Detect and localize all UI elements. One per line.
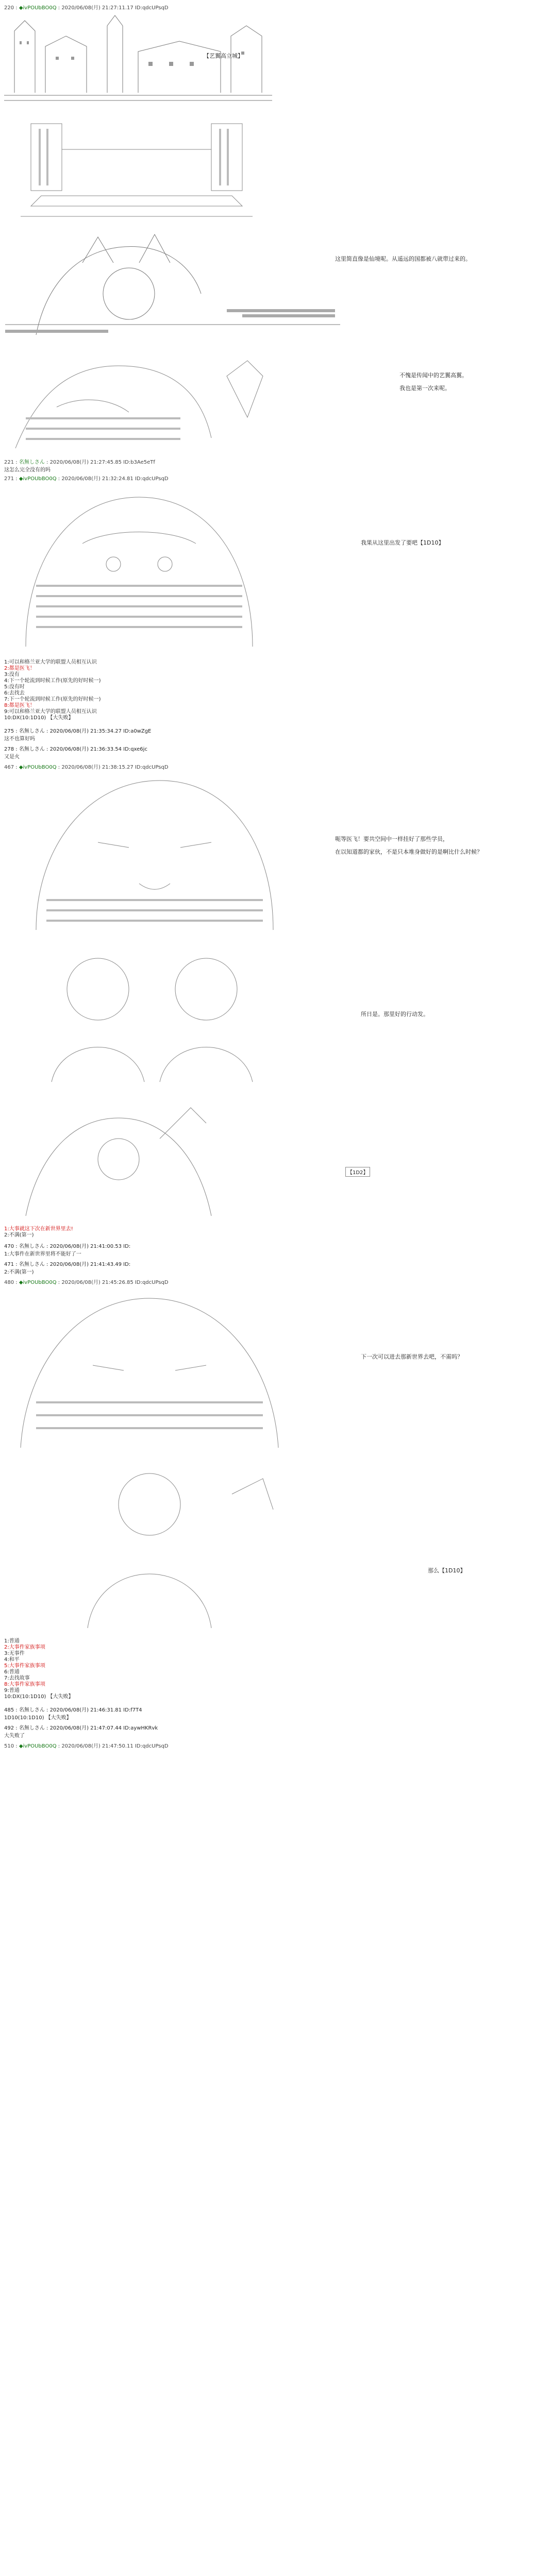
post-header-467: 467 : ◆ivPOUbBO0Q : 2020/06/08(月) 21:38:15.27 ID:qdcUPsqD bbox=[4, 765, 169, 770]
aa-two-characters bbox=[21, 943, 289, 1087]
reply-text: 又是火 bbox=[4, 754, 20, 760]
choice-list-1 bbox=[4, 659, 101, 721]
choice-item: 2:都是医飞！ bbox=[4, 666, 35, 671]
poster-name: 名無しさん bbox=[19, 460, 45, 465]
post-number: 467 bbox=[4, 765, 14, 770]
choice-item: 5:没有时 bbox=[4, 684, 25, 690]
aa-character-talk bbox=[5, 770, 304, 935]
caption-block3: 所日是。那里好的行动发。 bbox=[361, 1011, 429, 1018]
choice-item: 6:去找去 bbox=[4, 690, 25, 696]
character-standing-art bbox=[5, 1463, 294, 1633]
choice-list-2 bbox=[4, 1226, 73, 1239]
choice-item: 1:大事就这下次在新世界里去! bbox=[4, 1226, 73, 1232]
reply-header: 485 : 名無しさん : 2020/06/08(月) 21:46:31.81 ID:f7T4 bbox=[4, 1707, 142, 1713]
roll-box: 【1D2】 bbox=[345, 1167, 370, 1177]
reply-header: 470 : 名無しさん : 2020/06/08(月) 21:41:00.53 ID: bbox=[4, 1244, 131, 1249]
choice-item: 4:和平 bbox=[4, 1657, 20, 1663]
reply-470 bbox=[4, 1242, 130, 1257]
reply-header: 275 : 名無しさん : 2020/06/08(月) 21:35:34.27 ID:a0wZgE bbox=[4, 728, 152, 734]
choice-item: 10:DX(10:1D10) 【大失败】 bbox=[4, 1694, 74, 1700]
choice-item: 5:大事件家族事项 bbox=[4, 1663, 45, 1669]
post-meta: 2020/06/08(月) 21:41:43.49 ID: bbox=[49, 1262, 131, 1267]
caption-block5: 那么【1D10】 bbox=[428, 1567, 466, 1574]
choice-item: 7:去找故事 bbox=[4, 1675, 30, 1681]
character-waving-art bbox=[5, 1097, 227, 1221]
caption-block4: 下一次可以进去那新世界去吧，不需吗？ bbox=[361, 1353, 463, 1360]
character-closeup-art bbox=[5, 1288, 294, 1453]
post-number: 510 bbox=[4, 1743, 14, 1749]
post-meta: 2020/06/08(月) 21:47:07.44 ID:aywHKRvk bbox=[49, 1725, 158, 1731]
caption-1d10: 我果从这里出发了要吧【1D10】 bbox=[361, 539, 444, 546]
post-number: 271 bbox=[4, 476, 14, 482]
poster-name: ◆ivPOUbBO0Q bbox=[19, 765, 57, 770]
post-number: 275 bbox=[4, 728, 14, 734]
reply-text: 1D10(10:1D10) 【大失败】 bbox=[4, 1715, 72, 1721]
reply-header: 221 : 名無しさん : 2020/06/08(月) 21:27:45.85 ID:b3Ae5eTf bbox=[4, 460, 155, 465]
post-number: 480 bbox=[4, 1280, 14, 1285]
hand-gesture-art bbox=[5, 355, 294, 453]
choice-list-3 bbox=[4, 1638, 74, 1700]
choice-item: 4:下一个轮流到时候工作(原先的好时候一) bbox=[4, 678, 101, 684]
poster-name: 名無しさん bbox=[19, 1707, 45, 1713]
aa-hand-gesture bbox=[5, 355, 294, 453]
choice-item: 8:都是医飞！ bbox=[4, 703, 35, 708]
post-header-271: 271 : ◆ivPOUbBO0Q : 2020/06/08(月) 21:32:24.81 ID:qdcUPsqD bbox=[4, 476, 169, 482]
post-number: 485 bbox=[4, 1707, 14, 1713]
post-header: 220 : ◆ivPOUbBO0Q : 2020/06/08(月) 21:27:11.17 ID:qdcUPsqD bbox=[4, 5, 169, 11]
post-header-480: 480 : ◆ivPOUbBO0Q : 2020/06/08(月) 21:45:26.85 ID:qdcUPsqD bbox=[4, 1280, 169, 1285]
choice-item: 2:大事件家族事项 bbox=[4, 1645, 45, 1650]
caption-block2-line2: 在以知道都的家伙，不是只本堆身做好的是啊比什么时候？ bbox=[335, 849, 482, 855]
choice-item: 9:普通 bbox=[4, 1688, 20, 1693]
aa-building-gate bbox=[10, 118, 263, 222]
aa-character-closeup bbox=[5, 1288, 294, 1453]
reply-text: 大失败了 bbox=[4, 1733, 25, 1739]
poster-name: ◆ivPOUbBO0Q bbox=[19, 1743, 57, 1749]
choice-item: 6:普通 bbox=[4, 1669, 20, 1675]
choice-item: 8:大事件家族事项 bbox=[4, 1682, 45, 1687]
character-portrait-art bbox=[5, 482, 294, 652]
choice-item: 3:没有 bbox=[4, 672, 20, 677]
post-meta: 2020/06/08(月) 21:47:50.11 ID:qdcUPsqD bbox=[61, 1743, 169, 1749]
poster-name: 名無しさん bbox=[19, 1244, 45, 1249]
reply-471 bbox=[4, 1260, 130, 1275]
choice-item: 1:可以和格兰亚大学的联盟人员相互认识 bbox=[4, 659, 97, 665]
caption-location: 【艺翼高立城】 bbox=[204, 53, 243, 59]
poster-name: 名無しさん bbox=[19, 1725, 45, 1731]
aa-character-standing bbox=[5, 1463, 294, 1633]
post-meta: 2020/06/08(月) 21:27:45.85 ID:b3Ae5eTf bbox=[49, 460, 155, 465]
reply-header: 492 : 名無しさん : 2020/06/08(月) 21:47:07.44 ID:aywHKRvk bbox=[4, 1725, 158, 1731]
reply-485 bbox=[4, 1705, 142, 1721]
aa-character-waving bbox=[5, 1097, 227, 1221]
poster-name: 名無しさん bbox=[19, 747, 45, 752]
reply-221 bbox=[4, 457, 155, 473]
choice-item: 3:无事件 bbox=[4, 1651, 25, 1656]
reply-275 bbox=[4, 726, 151, 742]
two-characters-art bbox=[21, 943, 289, 1087]
girl-headdress-art bbox=[5, 232, 340, 340]
building-gate-art bbox=[10, 118, 263, 222]
post-number: 492 bbox=[4, 1725, 14, 1731]
aa-girl-headdress bbox=[5, 232, 340, 340]
choice-item: 7:下一个轮流到时候工作(原先的好时候一) bbox=[4, 697, 101, 702]
post-meta: 2020/06/08(月) 21:38:15.27 ID:qdcUPsqD bbox=[61, 765, 169, 770]
choice-item: 9:可以和格兰亚大学的联盟人员相互认识 bbox=[4, 709, 97, 715]
post-number: 470 bbox=[4, 1244, 14, 1249]
post-number: 471 bbox=[4, 1262, 14, 1267]
choice-item: 2:不满(第一) bbox=[4, 1232, 34, 1238]
post-meta: 2020/06/08(月) 21:36:33.54 ID:qxe6jc bbox=[49, 747, 147, 752]
caption-famous: 不愧是传闻中的艺翼高翼。 bbox=[399, 372, 467, 379]
poster-name: 名無しさん bbox=[19, 728, 45, 734]
post-header-510: 510 : ◆ivPOUbBO0Q : 2020/06/08(月) 21:47:50.11 ID:qdcUPsqD bbox=[4, 1743, 169, 1749]
post-meta: 2020/06/08(月) 21:46:31.81 ID:f7T4 bbox=[49, 1707, 142, 1713]
poster-name: ◆ivPOUbBO0Q bbox=[19, 5, 57, 11]
post-meta: 2020/06/08(月) 21:35:34.27 ID:a0wZgE bbox=[49, 728, 152, 734]
character-talk-art bbox=[5, 770, 304, 935]
caption-first-time: 我也是第一次来呢。 bbox=[399, 385, 450, 392]
reply-text: 这不也算好吗 bbox=[4, 736, 35, 742]
post-meta: 2020/06/08(月) 21:32:24.81 ID:qdcUPsqD bbox=[61, 476, 169, 482]
poster-name: ◆ivPOUbBO0Q bbox=[19, 476, 57, 482]
post-number: 220 bbox=[4, 5, 14, 11]
reply-text: 1:大事件在新世界里将不能好了一 bbox=[4, 1251, 81, 1257]
choice-item: 10:DX(10:1D10) 【大失败】 bbox=[4, 715, 74, 721]
reply-text: 这怎么完全没有的吗 bbox=[4, 467, 51, 473]
post-meta: 2020/06/08(月) 21:27:11.17 ID:qdcUPsqD bbox=[61, 5, 169, 11]
post-number: 221 bbox=[4, 460, 14, 465]
caption-block2-line1: 呃等医飞！要共空间中一样挂好了那些学员， bbox=[335, 836, 448, 842]
poster-name: 名無しさん bbox=[19, 1262, 45, 1267]
reply-492 bbox=[4, 1723, 158, 1739]
poster-name: ◆ivPOUbBO0Q bbox=[19, 1280, 57, 1285]
post-number: 278 bbox=[4, 747, 14, 752]
reply-header: 471 : 名無しさん : 2020/06/08(月) 21:41:43.49 ID: bbox=[4, 1262, 131, 1267]
reply-278 bbox=[4, 744, 147, 760]
aa-character-portrait bbox=[5, 482, 294, 652]
caption-wonderland: 这里简直像是仙境呢。从遥远的国都被八就带过来的。 bbox=[335, 256, 471, 262]
post-meta: 2020/06/08(月) 21:45:26.85 ID:qdcUPsqD bbox=[61, 1280, 169, 1285]
choice-item: 1:普通 bbox=[4, 1638, 20, 1644]
reply-text: 2:不满(第一) bbox=[4, 1269, 34, 1275]
reply-header: 278 : 名無しさん : 2020/06/08(月) 21:36:33.54 ID:qxe6jc bbox=[4, 747, 147, 752]
post-meta: 2020/06/08(月) 21:41:00.53 ID: bbox=[49, 1244, 131, 1249]
